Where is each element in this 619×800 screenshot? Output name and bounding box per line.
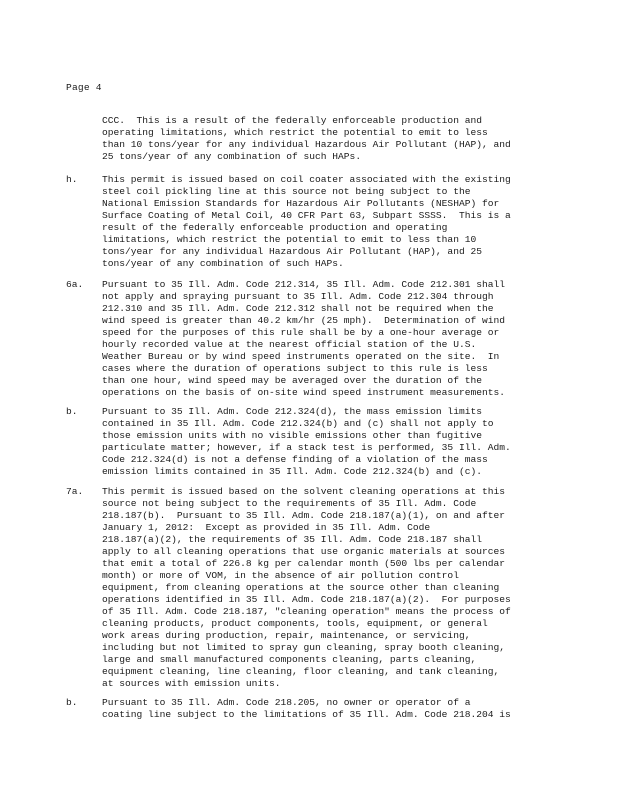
text-line: 25 tons/year of any combination of such HAPs.	[102, 151, 362, 162]
text-line: month) or more of VOM, in the absence of air pollution control	[102, 570, 459, 581]
paragraph-label: b.	[66, 406, 78, 417]
text-line: This permit is issued based on coil coater associated with the existing	[102, 174, 511, 185]
text-line: coating line subject to the limitations of 35 Ill. Adm. Code 218.204 is	[102, 709, 511, 720]
text-line: operating limitations, which restrict the potential to emit to less	[102, 127, 488, 138]
text-line: that emit a total of 226.8 kg per calendar month (500 lbs per calendar	[102, 558, 506, 569]
paragraph-label: 6a.	[66, 279, 84, 290]
page-number: Page 4	[66, 82, 102, 93]
paragraph-text	[102, 174, 536, 270]
text-line: tons/year of any combination of such HAPs.	[102, 258, 344, 269]
text-line: Pursuant to 35 Ill. Adm. Code 212.314, 35 Ill. Adm. Code 212.301 shall	[102, 279, 506, 290]
text-line: January 1, 2012: Except as provided in 35 Ill. Adm. Code	[102, 522, 431, 533]
paragraph-text	[102, 279, 536, 399]
paragraph-text	[102, 406, 536, 478]
text-line: steel coil pickling line at this source not being subject to the	[102, 186, 471, 197]
text-line: operations on the basis of on-site wind speed instrument measurements.	[102, 387, 506, 398]
text-line: Pursuant to 35 Ill. Adm. Code 212.324(d), the mass emission limits	[102, 406, 482, 417]
text-line: large and small manufactured components cleaning, parts cleaning,	[102, 654, 477, 665]
text-line: equipment, from cleaning operations at the source other than cleaning	[102, 582, 500, 593]
text-line: at sources with emission units.	[102, 678, 281, 689]
text-line: including but not limited to spray gun cleaning, spray booth cleaning,	[102, 642, 506, 653]
text-line: those emission units with no visible emissions other than fugitive	[102, 430, 482, 441]
text-line: hourly recorded value at the nearest official station of the U.S.	[102, 339, 477, 350]
text-line: source not being subject to the requirements of 35 Ill. Adm. Code	[102, 498, 477, 509]
text-line: than one hour, wind speed may be averaged over the duration of the	[102, 375, 482, 386]
text-line: 218.187(b). Pursuant to 35 Ill. Adm. Code 218.187(a)(1), on and after	[102, 510, 506, 521]
text-line: work areas during production, repair, maintenance, or servicing,	[102, 630, 471, 641]
text-line: wind speed is greater than 40.2 km/hr (25 mph). Determination of wind	[102, 315, 506, 326]
text-line: cleaning products, product components, tools, equipment, or general	[102, 618, 488, 629]
text-line: emission limits contained in 35 Ill. Adm. Code 212.324(b) and (c).	[102, 466, 482, 477]
text-line: speed for the purposes of this rule shall be by a one-hour average or	[102, 327, 500, 338]
text-line: operations identified in 35 Ill. Adm. Code 218.187(a)(2). For purposes	[102, 594, 511, 605]
text-line: Pursuant to 35 Ill. Adm. Code 218.205, no owner or operator of a	[102, 697, 471, 708]
text-line: contained in 35 Ill. Adm. Code 212.324(b) and (c) shall not apply to	[102, 418, 494, 429]
paragraph-text	[102, 115, 536, 163]
text-line: CCC. This is a result of the federally enforceable production and	[102, 115, 482, 126]
text-line: 212.310 and 35 Ill. Adm. Code 212.312 shall not be required when the	[102, 303, 494, 314]
paragraph-label: 7a.	[66, 486, 84, 497]
text-line: than 10 tons/year for any individual Hazardous Air Pollutant (HAP), and	[102, 139, 511, 150]
text-line: tons/year for any individual Hazardous Air Pollutant (HAP), and 25	[102, 246, 482, 257]
text-line: not apply and spraying pursuant to 35 Ill. Adm. Code 212.304 through	[102, 291, 494, 302]
text-line: particulate matter; however, if a stack test is performed, 35 Ill. Adm.	[102, 442, 511, 453]
text-line: apply to all cleaning operations that use organic materials at sources	[102, 546, 506, 557]
text-line: Surface Coating of Metal Coil, 40 CFR Part 63, Subpart SSSS. This is a	[102, 210, 511, 221]
text-line: of 35 Ill. Adm. Code 218.187, "cleaning operation" means the process of	[102, 606, 511, 617]
text-line: 218.187(a)(2), the requirements of 35 Ill. Adm. Code 218.187 shall	[102, 534, 482, 545]
text-line: This permit is issued based on the solvent cleaning operations at this	[102, 486, 506, 497]
text-line: cases where the duration of operations subject to this rule is less	[102, 363, 488, 374]
text-line: Code 212.324(d) is not a defense finding of a violation of the mass	[102, 454, 488, 465]
text-line: result of the federally enforceable production and operating	[102, 222, 448, 233]
text-line: National Emission Standards for Hazardous Air Pollutants (NESHAP) for	[102, 198, 500, 209]
paragraph-label: b.	[66, 697, 78, 708]
text-line: limitations, which restrict the potential to emit to less than 10	[102, 234, 477, 245]
text-line: equipment cleaning, line cleaning, floor cleaning, and tank cleaning,	[102, 666, 500, 677]
paragraph-label: h.	[66, 174, 78, 185]
paragraph-text	[102, 486, 536, 690]
text-line: Weather Bureau or by wind speed instruments operated on the site. In	[102, 351, 500, 362]
paragraph-text	[102, 697, 536, 721]
